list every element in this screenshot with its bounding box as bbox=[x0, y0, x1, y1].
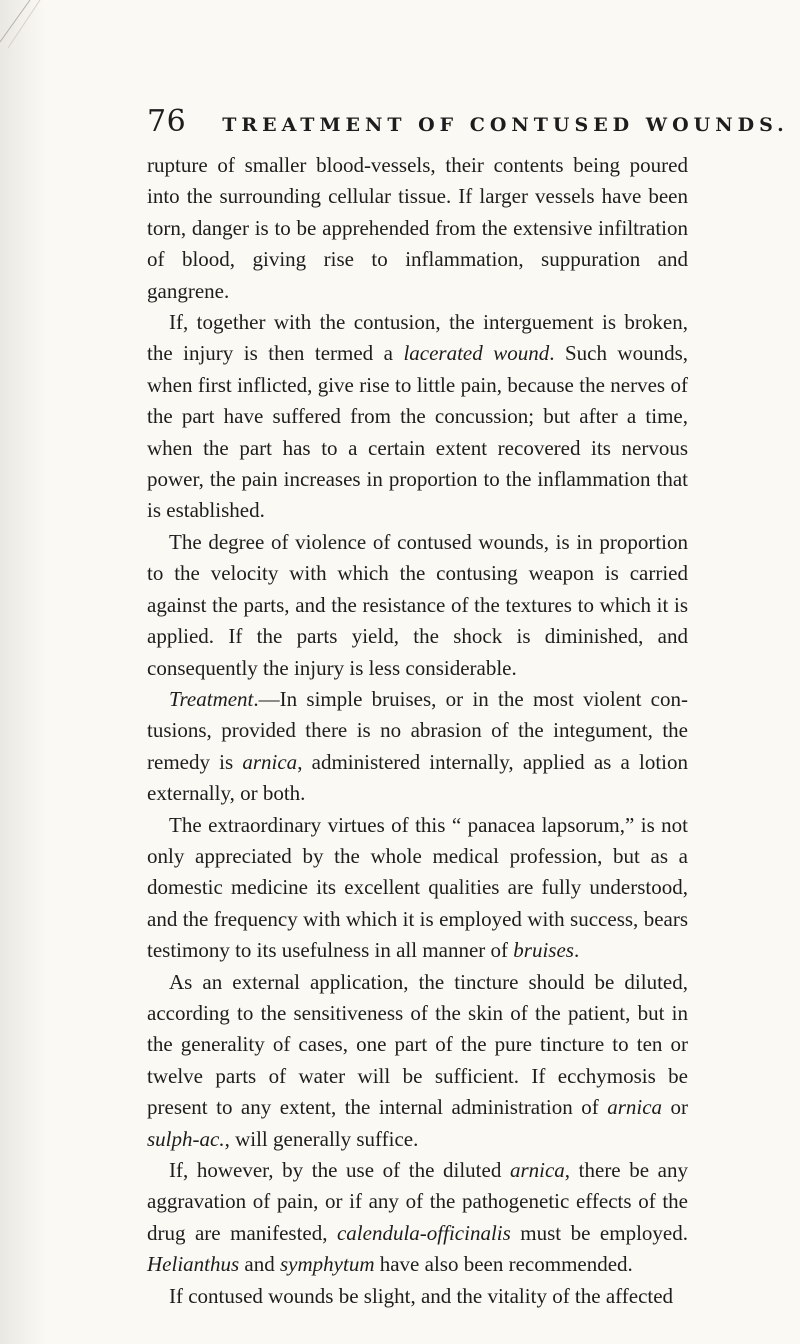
text-run: , there be any aggravation of pain, or if any of the pathogenetic effects of the drug are manifested, bbox=[147, 1158, 688, 1245]
text-run: or bbox=[662, 1095, 688, 1120]
italic-term: symphytum bbox=[280, 1252, 375, 1277]
text-run: As an external application, the tincture should be diluted, according to the sensitiveness of the skin of the patient, but in the generality of cases, one part of the pure tincture to ten or twelve parts of water will be sufficient. If ecchymosis be present to any extent, the internal administration of bbox=[147, 969, 688, 1120]
italic-term: Helianthus bbox=[147, 1252, 240, 1277]
paragraph-aggravation bbox=[147, 1155, 688, 1281]
text-run: If, however, by the use of the diluted bbox=[169, 1158, 510, 1182]
paragraph-degree-of-violence bbox=[147, 527, 688, 684]
text-run: . bbox=[573, 938, 580, 963]
italic-term: arnica bbox=[607, 1095, 663, 1120]
paragraph-panacea bbox=[147, 810, 688, 967]
text-run: and bbox=[239, 1252, 280, 1277]
text-run: If, together with the contusion, the interguement is broken, the injury is then termed a bbox=[147, 310, 688, 366]
text-run: rupture of smaller blood-vessels, their contents being poured into the surrounding cellular tissue. If larger vessels have been torn, danger is to be apprehended from the extensive infiltration of blood, giving rise to inflammation, suppuration and gangrene. bbox=[147, 153, 688, 303]
corner-fold-mark bbox=[0, 0, 90, 60]
text-run: . Such wounds, when first inflicted, give rise to little pain, because the nerves of the part have suffered from the concussion; but after a time, when the part has to a certain extent recovered its nervous power, the pain increases in proportion to the inflammation that is established. bbox=[147, 341, 688, 523]
text-run: .—In simple bruises, or in the most violent con- tusions, provided there is no abrasion of the integument, the remedy is bbox=[147, 686, 688, 774]
italic-term: sulph-ac. bbox=[147, 1126, 225, 1151]
italic-term: calendula-officinalis bbox=[336, 1220, 511, 1245]
text-run: must be employed. bbox=[510, 1220, 688, 1245]
italic-term: lacerated wound bbox=[403, 341, 550, 366]
text-run: , will generally suffice. bbox=[224, 1126, 419, 1151]
paragraph-treatment bbox=[147, 684, 688, 810]
body-text bbox=[147, 150, 688, 1312]
text-run: , administered internally, applied as a lotion externally, or both. bbox=[147, 749, 689, 806]
page-header bbox=[147, 102, 789, 142]
running-head: TREATMENT OF CONTUSED WOUNDS. bbox=[222, 114, 789, 136]
page-number: 76 bbox=[147, 104, 187, 139]
italic-heading: Treatment bbox=[169, 686, 254, 711]
paragraph-slight-wounds bbox=[147, 1281, 688, 1312]
paragraph-external-application bbox=[147, 967, 688, 1155]
italic-term: arnica bbox=[509, 1158, 565, 1182]
page-edge-shadow bbox=[0, 0, 46, 1344]
text-run: The degree of violence of contused wounds, is in proportion to the velocity with which the contusing weapon is carried against the parts, and the resistance of the textures to which it is applied. If the parts yield, the shock is diminished, and consequently the injury is less considerable. bbox=[147, 529, 688, 680]
paragraph-rupture bbox=[147, 150, 688, 307]
paragraph-lacerated-wound bbox=[147, 307, 688, 527]
text-run: The extraordinary virtues of this “ panacea lapsorum,” is not only appreciated by the whole medical profession, but as a domestic medicine its excellent qualities are fully understood, and the frequency with which it is employed with success, bears testimony to its usefulness in all manner of bbox=[147, 812, 688, 963]
text-run: have also been recommended. bbox=[374, 1252, 633, 1277]
text-run: If contused wounds be slight, and the vitality of the affected bbox=[169, 1283, 674, 1308]
italic-term: arnica bbox=[242, 749, 298, 774]
italic-term: bruises bbox=[513, 938, 574, 963]
